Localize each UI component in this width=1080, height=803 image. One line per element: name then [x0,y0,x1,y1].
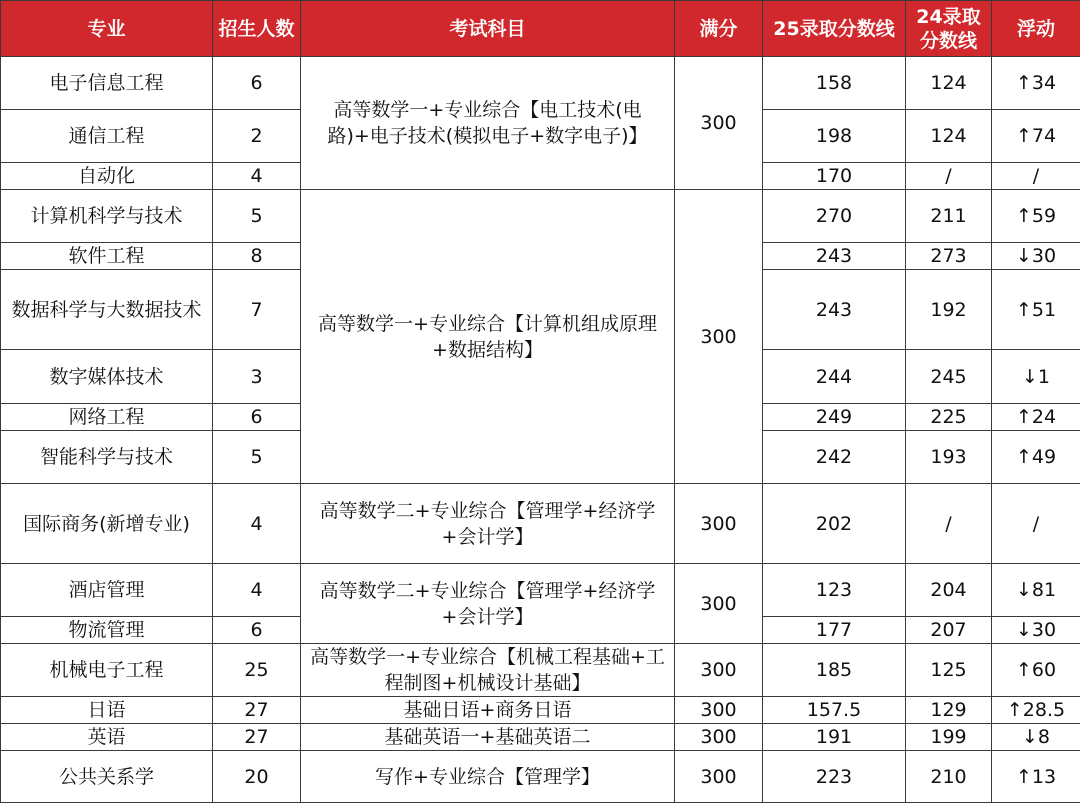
enrollment-cell: 25 [213,644,301,697]
cutoff-24-cell: 245 [906,350,992,404]
enrollment-cell: 4 [213,484,301,564]
subjects-cell: 高等数学一+专业综合【计算机组成原理+数据结构】 [301,190,675,484]
full-score-cell: 300 [675,57,763,190]
subjects-cell: 高等数学二+专业综合【管理学+经济学+会计学】 [301,484,675,564]
cutoff-25-cell: 270 [763,190,906,243]
enrollment-cell: 5 [213,190,301,243]
subjects-cell: 高等数学二+专业综合【管理学+经济学+会计学】 [301,564,675,644]
major-cell: 机械电子工程 [1,644,213,697]
major-cell: 公共关系学 [1,751,213,803]
table-row [1,644,1080,697]
major-cell: 电子信息工程 [1,57,213,110]
major-cell: 软件工程 [1,243,213,270]
header-change: 浮动 [992,1,1080,57]
table-row [1,697,1080,724]
cutoff-24-cell: 125 [906,644,992,697]
change-cell: ↓30 [992,617,1080,644]
cutoff-24-cell: 225 [906,404,992,431]
enrollment-cell: 4 [213,564,301,617]
table-row [1,57,1080,110]
change-cell: ↑28.5 [992,697,1080,724]
enrollment-cell: 7 [213,270,301,350]
cutoff-24-cell: 129 [906,697,992,724]
cutoff-25-cell: 198 [763,110,906,163]
table-row [1,751,1080,803]
enrollment-cell: 6 [213,404,301,431]
table-row [1,484,1080,564]
table-row [1,724,1080,751]
cutoff-25-cell: 202 [763,484,906,564]
table-row [1,564,1080,617]
major-cell: 智能科学与技术 [1,431,213,484]
cutoff-25-cell: 249 [763,404,906,431]
change-cell: / [992,484,1080,564]
change-cell: ↓81 [992,564,1080,617]
full-score-cell: 300 [675,644,763,697]
cutoff-24-cell: 207 [906,617,992,644]
table-row [1,190,1080,243]
cutoff-25-cell: 242 [763,431,906,484]
change-cell: ↑74 [992,110,1080,163]
header-enrollment: 招生人数 [213,1,301,57]
cutoff-25-cell: 223 [763,751,906,803]
cutoff-25-cell: 157.5 [763,697,906,724]
cutoff-25-cell: 244 [763,350,906,404]
full-score-cell: 300 [675,724,763,751]
enrollment-cell: 27 [213,697,301,724]
cutoff-24-cell: 211 [906,190,992,243]
major-cell: 数据科学与大数据技术 [1,270,213,350]
enrollment-cell: 6 [213,617,301,644]
major-cell: 日语 [1,697,213,724]
change-cell: ↑13 [992,751,1080,803]
major-cell: 自动化 [1,163,213,190]
full-score-cell: 300 [675,697,763,724]
cutoff-24-cell: 193 [906,431,992,484]
major-cell: 物流管理 [1,617,213,644]
subjects-cell: 高等数学一+专业综合【机械工程基础+工程制图+机械设计基础】 [301,644,675,697]
change-cell: ↓30 [992,243,1080,270]
cutoff-24-cell: 192 [906,270,992,350]
major-cell: 通信工程 [1,110,213,163]
cutoff-25-cell: 185 [763,644,906,697]
cutoff-24-cell: 204 [906,564,992,617]
change-cell: ↑51 [992,270,1080,350]
change-cell: ↑34 [992,57,1080,110]
cutoff-25-cell: 158 [763,57,906,110]
cutoff-25-cell: 177 [763,617,906,644]
full-score-cell: 300 [675,564,763,644]
full-score-cell: 300 [675,751,763,803]
subjects-cell: 高等数学一+专业综合【电工技术(电路)+电子技术(模拟电子+数字电子)】 [301,57,675,190]
enrollment-cell: 3 [213,350,301,404]
major-cell: 计算机科学与技术 [1,190,213,243]
header-full-score: 满分 [675,1,763,57]
change-cell: ↑49 [992,431,1080,484]
enrollment-cell: 20 [213,751,301,803]
change-cell: / [992,163,1080,190]
cutoff-24-cell: 124 [906,57,992,110]
subjects-cell: 基础日语+商务日语 [301,697,675,724]
subjects-cell: 写作+专业综合【管理学】 [301,751,675,803]
cutoff-25-cell: 243 [763,270,906,350]
change-cell: ↑59 [992,190,1080,243]
cutoff-25-cell: 191 [763,724,906,751]
cutoff-24-cell: 273 [906,243,992,270]
change-cell: ↑24 [992,404,1080,431]
cutoff-24-cell: / [906,484,992,564]
header-major: 专业 [1,1,213,57]
header-cutoff-24: 24录取分数线 [906,1,992,57]
change-cell: ↓1 [992,350,1080,404]
cutoff-24-cell: 124 [906,110,992,163]
cutoff-25-cell: 123 [763,564,906,617]
subjects-cell: 基础英语一+基础英语二 [301,724,675,751]
major-cell: 数字媒体技术 [1,350,213,404]
cutoff-25-cell: 243 [763,243,906,270]
header-cutoff-25: 25录取分数线 [763,1,906,57]
cutoff-24-cell: / [906,163,992,190]
full-score-cell: 300 [675,484,763,564]
major-cell: 国际商务(新增专业) [1,484,213,564]
enrollment-cell: 27 [213,724,301,751]
enrollment-cell: 6 [213,57,301,110]
change-cell: ↑60 [992,644,1080,697]
enrollment-cell: 5 [213,431,301,484]
major-cell: 网络工程 [1,404,213,431]
major-cell: 英语 [1,724,213,751]
major-cell: 酒店管理 [1,564,213,617]
enrollment-cell: 2 [213,110,301,163]
cutoff-24-cell: 199 [906,724,992,751]
change-cell: ↓8 [992,724,1080,751]
full-score-cell: 300 [675,190,763,484]
enrollment-cell: 4 [213,163,301,190]
cutoff-24-cell: 210 [906,751,992,803]
header-subjects: 考试科目 [301,1,675,57]
enrollment-cell: 8 [213,243,301,270]
cutoff-25-cell: 170 [763,163,906,190]
table-header-row [1,1,1080,57]
